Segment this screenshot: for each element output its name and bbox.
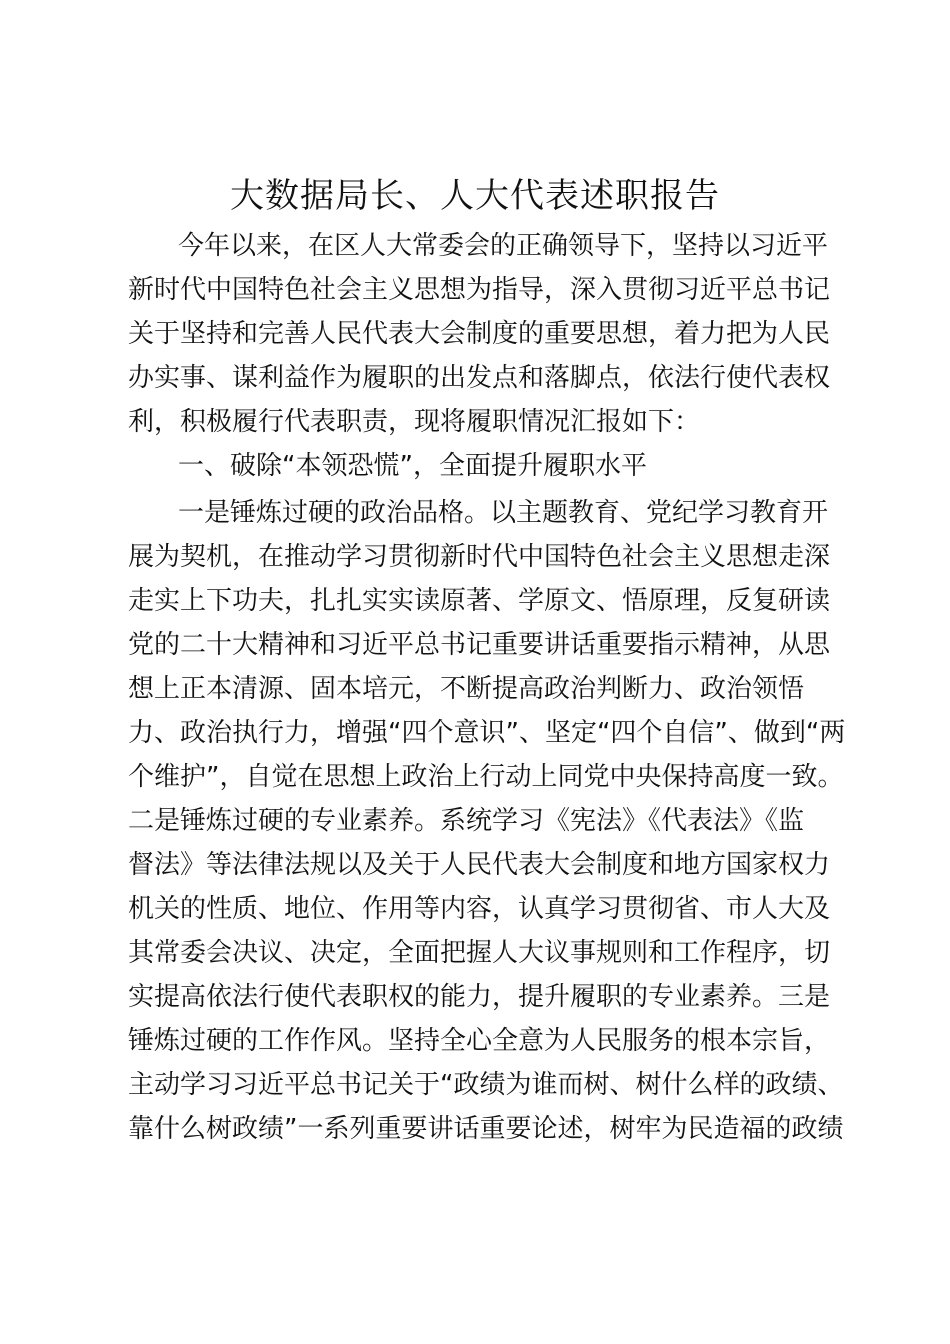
body-line: 想上正本清源、固本培元，不断提高政治判断力、政治领悟: [128, 674, 805, 704]
body-line: 锤炼过硬的工作作风。坚持全心全意为人民服务的根本宗旨，: [128, 1026, 831, 1056]
body-line: 个维护”，自觉在思想上政治上行动上同党中央保持高度一致。: [128, 762, 844, 792]
body-line: 办实事、谋利益作为履职的出发点和落脚点，依法行使代表权: [128, 363, 831, 393]
body-line: 主动学习习近平总书记关于“政绩为谁而树、树什么样的政绩、: [128, 1070, 844, 1100]
body-line: 新时代中国特色社会主义思想为指导，深入贯彻习近平总书记: [128, 275, 831, 305]
body-line: 关于坚持和完善人民代表大会制度的重要思想，着力把为人民: [128, 319, 831, 349]
section-heading: 一、破除“本领恐慌”，全面提升履职水平: [178, 451, 647, 481]
body-line: 靠什么树政绩”一系列重要讲话重要论述，树牢为民造福的政绩: [128, 1114, 844, 1144]
body-line: 今年以来，在区人大常委会的正确领导下，坚持以习近平: [178, 231, 829, 261]
document-title: 大数据局长、人大代表述职报告: [230, 176, 720, 216]
body-line: 实提高依法行使代表职权的能力，提升履职的专业素养。三是: [128, 982, 831, 1012]
body-line: 督法》等法律法规以及关于人民代表大会制度和地方国家权力: [128, 850, 831, 880]
body-line: 一是锤炼过硬的政治品格。以主题教育、党纪学习教育开: [178, 498, 829, 528]
body-line: 力、政治执行力，增强“四个意识”、坚定“四个自信”、做到“两: [128, 718, 846, 748]
body-line: 党的二十大精神和习近平总书记重要讲话重要指示精神，从思: [128, 630, 831, 660]
body-line: 展为契机，在推动学习贯彻新时代中国特色社会主义思想走深: [128, 542, 831, 572]
body-line: 机关的性质、地位、作用等内容，认真学习贯彻省、市人大及: [128, 894, 831, 924]
body-line: 利，积极履行代表职责，现将履职情况汇报如下：: [128, 407, 701, 437]
body-line: 其常委会决议、决定，全面把握人大议事规则和工作程序，切: [128, 938, 831, 968]
body-line: 走实上下功夫，扎扎实实读原著、学原文、悟原理，反复研读: [128, 586, 831, 616]
body-line: 二是锤炼过硬的专业素养。系统学习《宪法》《代表法》《监: [128, 806, 805, 836]
